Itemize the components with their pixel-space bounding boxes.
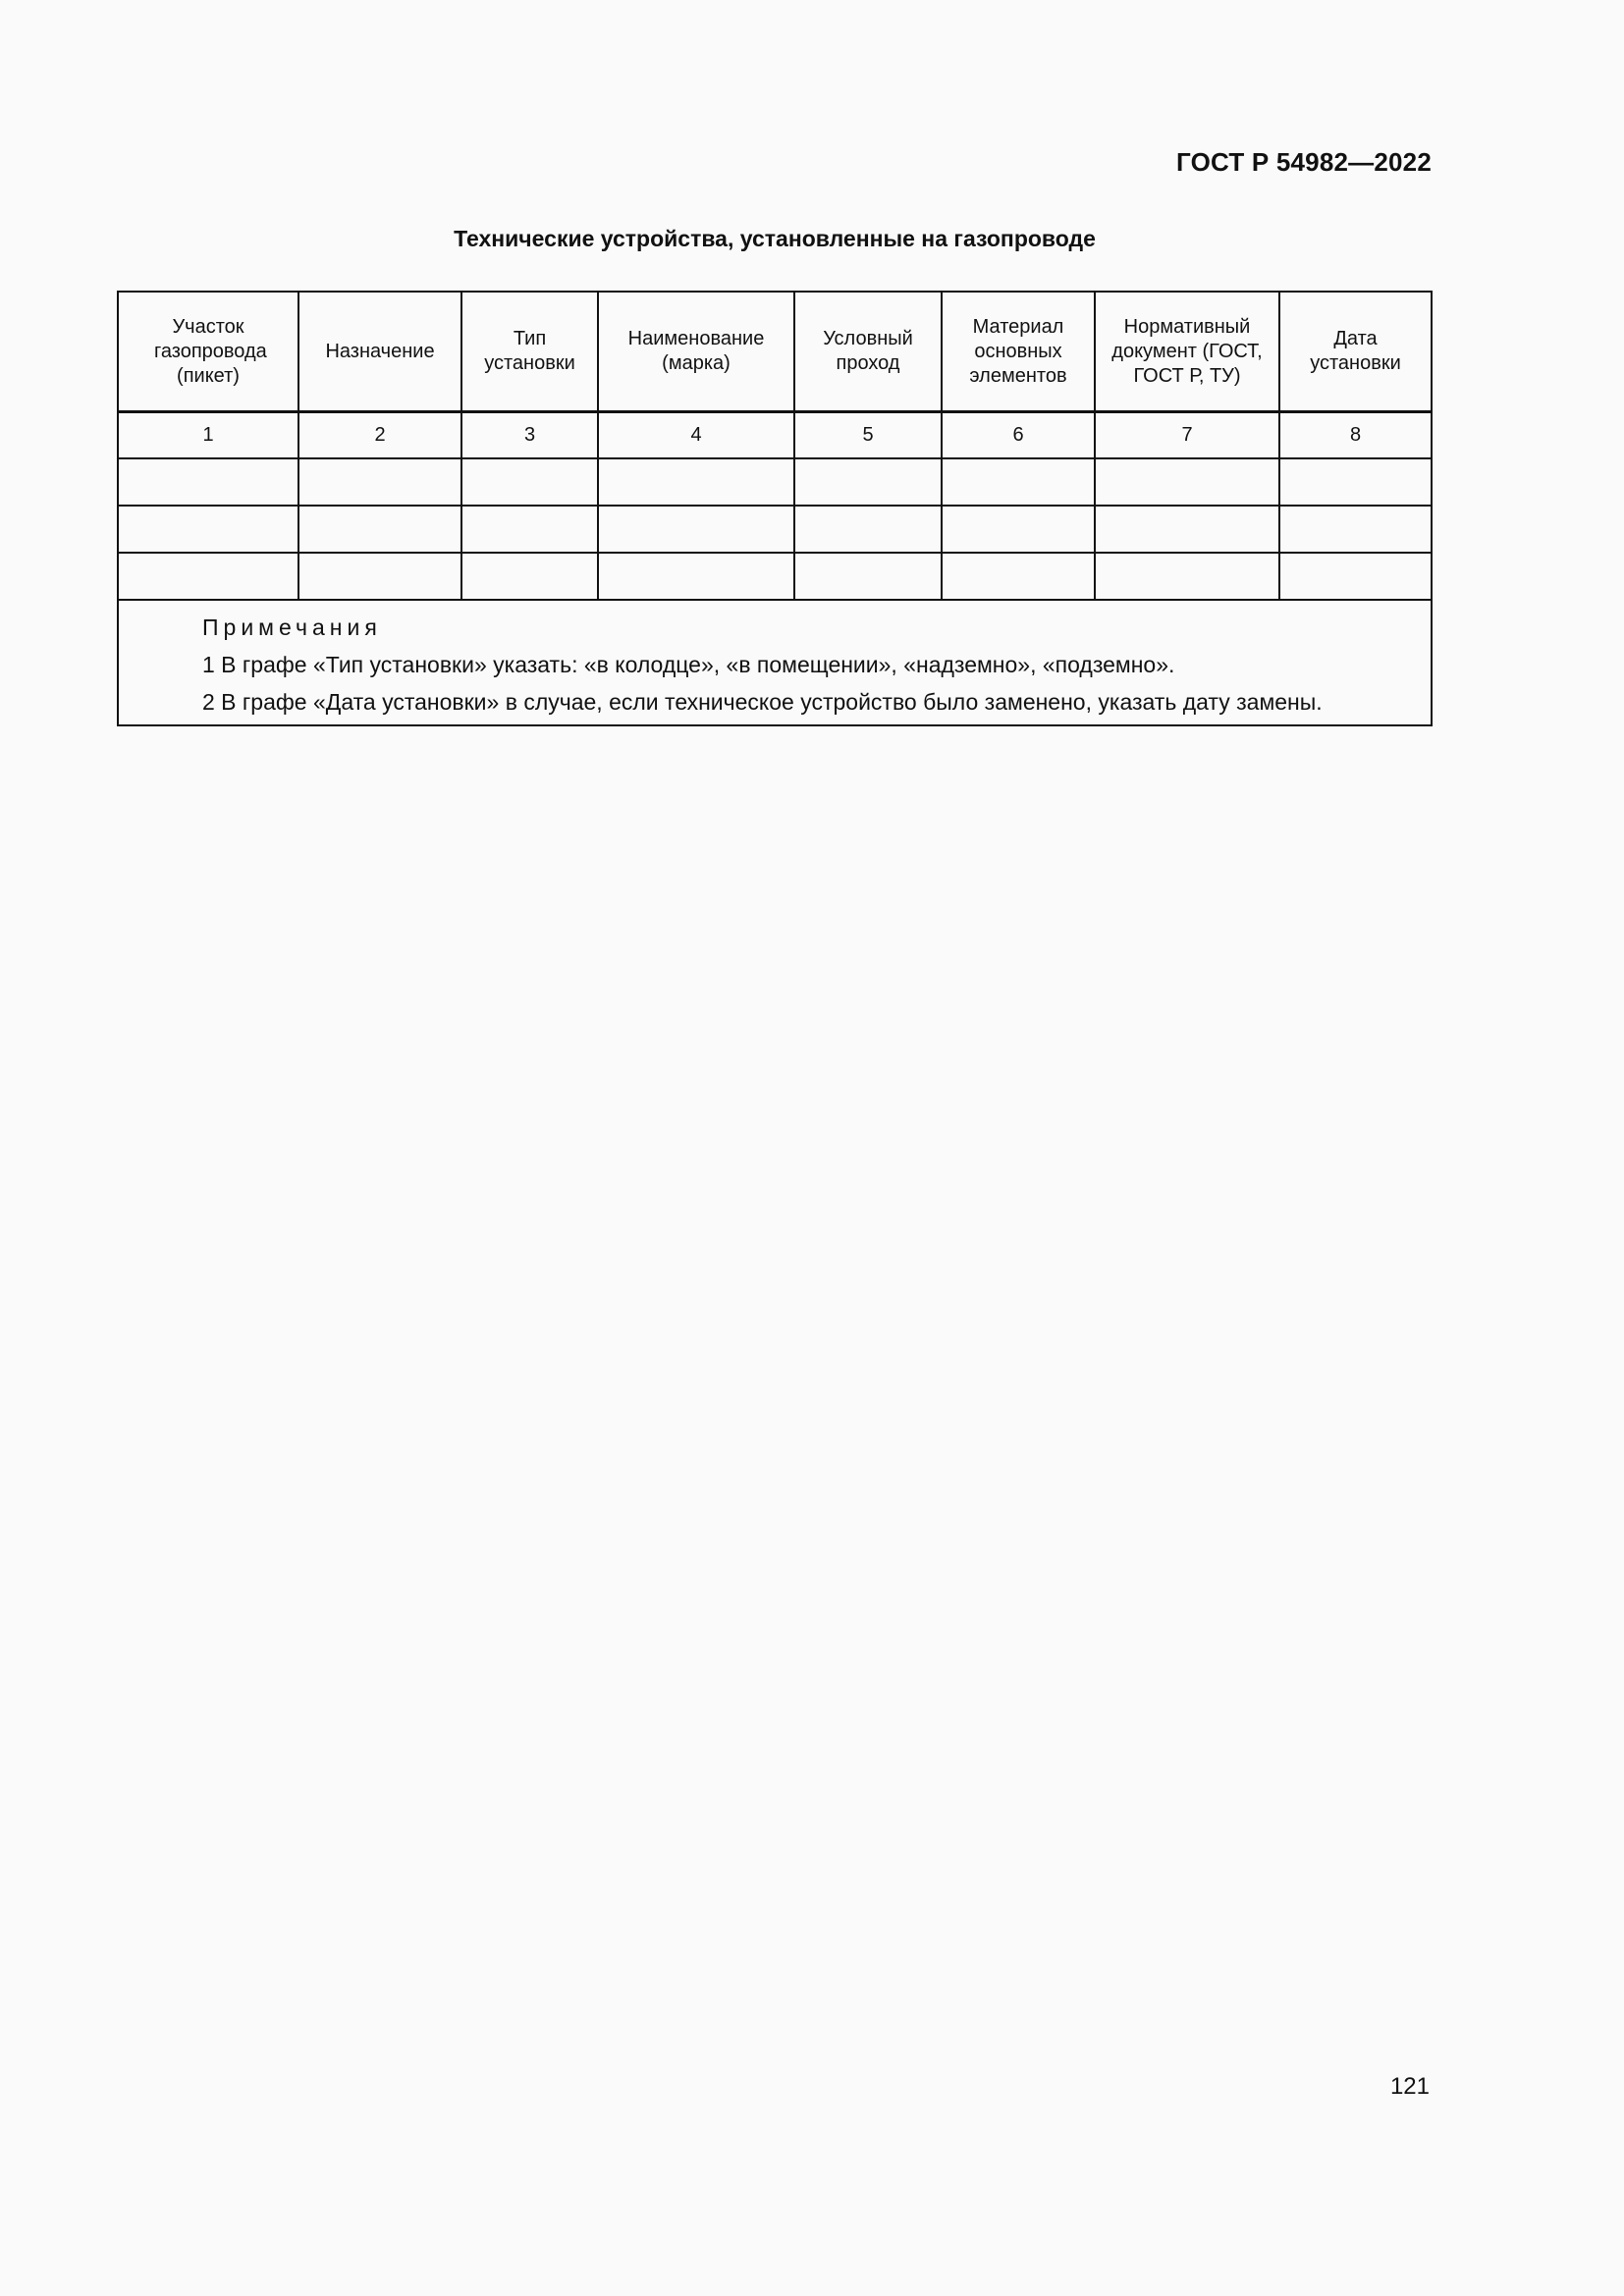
empty-cell <box>1279 553 1432 600</box>
column-number: 8 <box>1279 412 1432 459</box>
column-header-label: Материал основных элементов <box>969 315 1067 387</box>
empty-cell <box>298 553 461 600</box>
empty-cell <box>461 458 598 506</box>
empty-cell <box>298 458 461 506</box>
table-header-row <box>118 292 1432 412</box>
note-item: 2 В графе «Дата установки» в случае, если техническое устройство было заменено, указать дату замены. <box>202 689 1323 715</box>
column-number-row <box>118 412 1432 459</box>
column-header <box>1279 292 1432 412</box>
column-header <box>598 292 794 412</box>
column-number: 4 <box>598 412 794 459</box>
technical-devices-table <box>117 291 1433 726</box>
column-header <box>118 292 298 412</box>
empty-cell <box>794 553 942 600</box>
notes-row <box>118 600 1432 725</box>
column-header <box>298 292 461 412</box>
empty-table-row <box>118 553 1432 600</box>
column-number: 1 <box>118 412 298 459</box>
empty-cell <box>461 506 598 553</box>
empty-cell <box>942 458 1095 506</box>
column-number: 2 <box>298 412 461 459</box>
column-number: 7 <box>1095 412 1279 459</box>
column-header-label: Назначение <box>325 340 435 362</box>
column-header-label: Дата установки <box>1310 328 1401 374</box>
column-header-label: Участок газопровода (пикет) <box>154 315 267 387</box>
empty-cell <box>1279 458 1432 506</box>
document-code: ГОСТ Р 54982—2022 <box>1176 147 1432 177</box>
empty-cell <box>794 506 942 553</box>
empty-cell <box>1279 506 1432 553</box>
empty-cell <box>598 506 794 553</box>
empty-table-row <box>118 458 1432 506</box>
empty-cell <box>1095 553 1279 600</box>
empty-cell <box>942 553 1095 600</box>
page-number: 121 <box>1389 2073 1430 2100</box>
column-header <box>942 292 1095 412</box>
table-title: Технические устройства, установленные на газопроводе <box>454 226 1096 251</box>
column-number: 3 <box>461 412 598 459</box>
column-header <box>1095 292 1279 412</box>
notes-heading: Примечания <box>202 614 382 640</box>
column-header <box>461 292 598 412</box>
note-item: 1 В графе «Тип установки» указать: «в колодце», «в помещении», «надземно», «подземно». <box>202 652 1175 677</box>
empty-cell <box>461 553 598 600</box>
empty-cell <box>598 553 794 600</box>
column-header <box>794 292 942 412</box>
empty-cell <box>942 506 1095 553</box>
column-number: 6 <box>942 412 1095 459</box>
column-number: 5 <box>794 412 942 459</box>
empty-cell <box>118 506 298 553</box>
column-header-label: Наименование (марка) <box>627 328 765 374</box>
empty-cell <box>118 553 298 600</box>
empty-cell <box>794 458 942 506</box>
empty-cell <box>598 458 794 506</box>
notes-cell <box>118 600 1432 725</box>
empty-cell <box>298 506 461 553</box>
empty-cell <box>118 458 298 506</box>
empty-cell <box>1095 506 1279 553</box>
column-header-label: Условный проход <box>823 328 913 374</box>
column-header-label: Тип установки <box>484 328 575 374</box>
empty-table-row <box>118 506 1432 553</box>
column-header-label: Нормативный документ (ГОСТ, ГОСТ Р, ТУ) <box>1111 315 1263 387</box>
empty-cell <box>1095 458 1279 506</box>
